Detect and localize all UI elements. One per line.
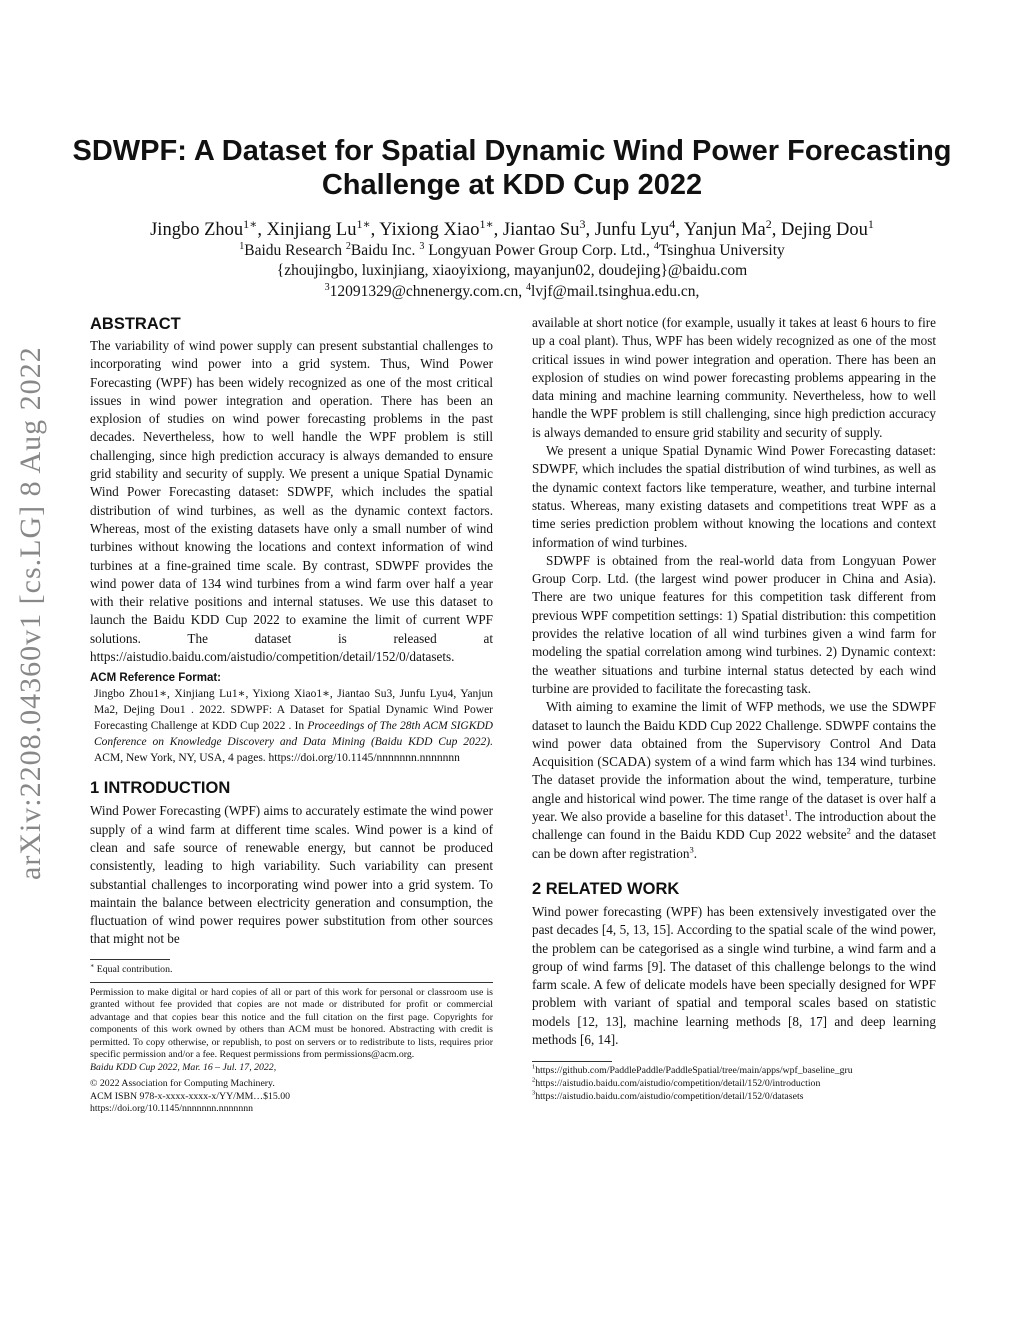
- right-column: [532, 314, 936, 1103]
- email-sup: 3: [324, 281, 330, 293]
- acm-reference-authors: Jingbo Zhou1∗, Xinjiang Lu1∗, Yixiong Xiao1∗, Jiantao Su3, Junfu Lyu4, Yanjun Ma2, Dejing Dou1 . 2022. SDWPF: A Dataset for Spatial Dynamic Wind Power Forecasting Challenge at KDD Cup 2022 . In: [94, 688, 493, 733]
- paper-title: [60, 134, 964, 202]
- related-work-heading: 2 RELATED WORK: [532, 879, 680, 898]
- paragraph-4-part: . The introduction about the challenge can found in the Baidu KDD Cup 2022 website: [532, 809, 936, 843]
- paragraph-4-part: and the dataset can be down after registration: [532, 827, 937, 861]
- email: lvjf@mail.tsinghua.edu.cn,: [531, 283, 700, 300]
- footnote-url[interactable]: https://aistudio.baidu.com/aistudio/competition/detail/152/0/introduction: [535, 1078, 821, 1090]
- footnote-text: Equal contribution.: [94, 963, 173, 975]
- arxiv-side-identifier: arXiv:2208.04360v1 [cs.LG] 8 Aug 2022: [14, 346, 47, 880]
- email-line-other: [60, 282, 964, 302]
- author-sup: 1: [867, 216, 874, 231]
- author-list: Jingbo Zhou$^{1∗}$, Xinjiang $Lu^{1∗}$, Yixiong Xiao$^{1∗}$, Jiantao Su$^3$, Junfu Lyu$^4$, Yanjun Ma$^2$, Dejing Dou$^1$: [150, 216, 874, 240]
- footnote-num: 3: [532, 1090, 536, 1098]
- author-sup: 1∗: [479, 216, 494, 231]
- email: 12091329@chnenergy.com.cn,: [329, 283, 526, 300]
- affiliations: [60, 241, 964, 261]
- aff-sup: 4: [653, 240, 659, 252]
- acm-reference-venue: Proceedings of The 28th ACM SIGKDD Conference on Knowledge Discovery and Data Mining (Baidu KDD Cup 2022).: [94, 720, 493, 749]
- author-sup: 2: [765, 216, 772, 231]
- footnote-mark: 3: [689, 844, 694, 855]
- author: Junfu Lyu: [594, 220, 670, 240]
- footnote-mark: 1: [784, 807, 789, 818]
- email-sup: 4: [525, 281, 532, 293]
- intro-right-paragraph-3: SDWPF is obtained from the real-world data from Longyuan Power Group Corp. Ltd. (the largest wind power producer in China and Asia). There are two unique features for this competition task different from previous WPF competition settings: 1) Spatial distribution: this competition provides the relative location of all wind turbines given a wind farm for modeling the spatial correlation among wind turbines. 2) Dynamic context: the weather situations and turbine internal status detected by each wind turbine are provided to facilitate the forecasting task.: [532, 552, 936, 696]
- footnote-rule: [90, 959, 170, 960]
- permission-rule: [90, 982, 493, 983]
- left-column: [90, 314, 493, 1116]
- intro-right-paragraph-2: We present a unique Spatial Dynamic Wind Power Forecasting dataset: SDWPF, which includes the spatial distribution of wind turbines, as well as the dynamic context factors like temperature, weather, and turbine internal status. Whereas, many existing datasets and competitions treat WPF as a time series prediction problem without knowing the locations and context information of wind turbines.: [532, 443, 936, 550]
- author: Yanjun Ma: [683, 220, 766, 240]
- footnote-url[interactable]: https://aistudio.baidu.com/aistudio/competition/detail/152/0/datasets: [535, 1091, 804, 1103]
- aff-sup: 3: [419, 240, 425, 252]
- paragraph-4-part: .: [693, 845, 698, 861]
- footnote-mark: 2: [846, 825, 851, 836]
- isbn: ACM ISBN 978-x-xxxx-xxxx-x/YY/MM…$15.00: [90, 1090, 291, 1102]
- paragraph-4-part: With aiming to examine the limit of WFP methods, we use the SDWPF dataset to launch the Baidu KDD Cup 2022 Challenge. SDWPF contains the wind power data obtained from the Supervisory Control And Data Acquisition (SCADA) system of a wind farm which has 134 wind turbines. The dataset provide the information about the wind, temperature, turbine angle and historical wind power. The time range of the dataset is over half a year. We also provide a baseline for this dataset: [532, 699, 936, 825]
- related-work-text: Wind power forecasting (WPF) has been extensively investigated over the past decades [4, 5, 13, 15]. According to the spatial scale of the wind power, the problem can be categorised as a single wind turbine, a wind farm and a group of wind farms [9]. The dataset of this challenge belongs to the wind farm scale. A few of delicate models have been specially designed for WPF problem with variant of spatial and temporal scales based on statistic models [12, 13], machine learning methods [8, 17] and deep learning methods [6, 14].: [532, 903, 936, 1047]
- footnote-1: [532, 1064, 936, 1077]
- equal-contribution-footnote: [90, 963, 493, 976]
- aff-sup: 1: [239, 240, 245, 252]
- copyright-notice: © 2022 Association for Computing Machinery.: [90, 1078, 275, 1090]
- footnote-num: 1: [532, 1064, 536, 1072]
- affiliation: Baidu Inc.: [350, 242, 420, 259]
- email-line-baidu: {zhoujingbo, luxinjiang, xiaoyixiong, mayanjun02, doudejing}@baidu.com: [276, 262, 748, 279]
- permission-notice: Permission to make digital or hard copies of all or part of this work for personal or classroom use is granted without fee provided that copies are not made or distributed for profit or commercial advantage and that copies bear this notice and the full citation on the first page. Copyrights for components of this work owned by others than ACM must be honored. Abstracting with credit is permitted. To copy otherwise, or republish, to post on servers or to redistribute to lists, requires prior specific permission and/or a fee. Request permissions from permissions@acm.org.: [90, 986, 493, 1061]
- aff-sup: 2: [345, 240, 351, 252]
- intro-right-paragraph-4: [532, 698, 936, 863]
- abstract-heading: ABSTRACT: [90, 315, 181, 333]
- intro-right-paragraph-1: available at short notice (for example, usually it takes at least 6 hours to fire up a coal plant). Thus, WPF has been widely recognized as one of the most critical issues in wind power integration and operation. There has been an explosion of studies on wind power forecasting problems appearing in the data mining and machine learning community. Nevertheless, how to well handle the WPF problem is still challenging, since high prediction accuracy is always demanded to ensure grid stability and security of supply.: [532, 315, 936, 440]
- author: Jingbo Zhou: [150, 220, 244, 240]
- acm-reference-tail: ACM, New York, NY, USA, 4 pages. https://doi.org/10.1145/nnnnnnn.nnnnnnn: [94, 752, 460, 765]
- author: Xinjiang Lu: [266, 220, 357, 240]
- footnote-url[interactable]: https://github.com/PaddlePaddle/PaddleSpatial/tree/main/apps/wpf_baseline_gru: [535, 1065, 853, 1077]
- acm-reference-text: [90, 686, 493, 766]
- footnote-2: [532, 1077, 936, 1090]
- footnote-num: 2: [532, 1077, 536, 1085]
- affiliation: Baidu Research: [244, 242, 346, 259]
- author: Jiantao Su: [502, 220, 580, 240]
- author-sup: 1∗: [243, 216, 258, 231]
- acm-reference-heading: ACM Reference Format:: [90, 672, 221, 685]
- abstract-text: The variability of wind power supply can present substantial challenges to incorporating wind power into a grid system. Thus, Wind Power Forecasting (WPF) has been widely recognized as one of the most critical issues in wind power integration and operation. There has been an explosion of studies on wind power forecasting problems in the past decades. Nevertheless, how to well handle the WPF problem is still challenging, since high prediction accuracy is always demanded to ensure grid stability and security of supply. We present a unique Spatial Dynamic Wind Power Forecasting dataset: SDWPF, which includes the spatial distribution of wind turbines, as well as the dynamic context factors. Whereas, most of the existing datasets have only a small number of wind turbines without knowing the locations and context information of wind turbines at a fine-grained time scale. By contrast, SDWPF provides the wind power data of 134 wind turbines from a wind farm over half a year with their relative positions and internal statuses. We use this dataset to launch the Baidu KDD Cup 2022 to examine the limit of current WPF solutions. The dataset is released at https://aistudio.baidu.com/aistudio/competition/detail/152/0/datasets.: [90, 338, 493, 665]
- author-sup: 1∗: [356, 216, 371, 231]
- author-sup: 4: [669, 216, 676, 231]
- title-line-2: Challenge at KDD Cup 2022: [321, 169, 703, 201]
- footnote-rule: [532, 1061, 612, 1062]
- affiliation: Longyuan Power Group Corp. Ltd.,: [424, 242, 654, 259]
- introduction-heading: 1 INTRODUCTION: [90, 779, 231, 798]
- footnote-3: [532, 1090, 936, 1103]
- intro-left-text: Wind Power Forecasting (WPF) aims to accurately estimate the wind power supply of a wind farm at different time scales. Wind power is a kind of clean and safe source of renewable energy, but cannot be produced consistently, leading to high variability. Such variability can present substantial challenges to incorporating wind power into a grid system. To maintain the balance between electricity generation and consumption, the fluctuation of wind power requires power substitution from other sources that might not be: [90, 803, 493, 947]
- footnote-star: ∗: [90, 962, 95, 970]
- author-sup: 3: [579, 216, 586, 231]
- title-line-1: SDWPF: A Dataset for Spatial Dynamic Wind Power Forecasting: [72, 135, 952, 167]
- doi-link: https://doi.org/10.1145/nnnnnnn.nnnnnnn: [90, 1103, 254, 1115]
- conference-info: Baidu KDD Cup 2022, Mar. 16 – Jul. 17, 2022,: [90, 1061, 277, 1073]
- affiliation: Tsinghua University: [658, 242, 785, 259]
- author: Dejing Dou: [781, 220, 868, 240]
- author: Yixiong Xiao: [379, 220, 480, 240]
